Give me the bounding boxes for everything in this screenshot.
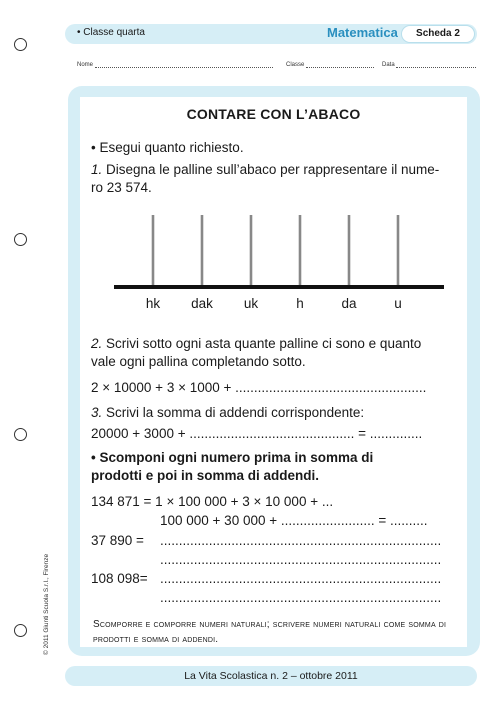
worksheet-panel [80, 97, 467, 647]
exercise-2-line-2: vale ogni pallina completando sotto. [91, 354, 306, 369]
abacus-label-dak: dak [191, 296, 213, 311]
abacus[interactable] [80, 207, 467, 317]
exercise-2-line-1: 2. Scrivi sotto ogni asta quante palline ci sono e quanto [91, 336, 422, 351]
decompose-row-3-line-1[interactable]: ........................................................................... [160, 571, 442, 586]
exercise-3-line-1: 3. Scrivi la somma di addendi corrispondente: [91, 405, 365, 420]
decompose-row-3-label: 108 098= [91, 571, 148, 586]
abacus-label-da: da [341, 296, 357, 311]
copyright-note: © 2011 Giunti Scuola S.r.l., Firenze [43, 553, 50, 655]
learning-objective-note: Scomporre e comporre numeri naturali; scrivere numeri naturali come somma di prodotti e somma di addendi. [93, 619, 447, 645]
abacus-label-hk: hk [145, 296, 161, 311]
date-field[interactable]: Data [382, 62, 476, 68]
exercise-2-expression[interactable]: 2 × 10000 + 3 × 1000 + ................................................... [91, 380, 427, 395]
name-field[interactable]: Nome [77, 62, 273, 68]
abacus-label-uk: uk [243, 296, 259, 311]
subject-title: Matematica [327, 25, 398, 40]
header-bar [65, 24, 477, 44]
decompose-row-1-products[interactable]: 134 871 = 1 × 100 000 + 3 × 10 000 + ... [91, 494, 334, 509]
binder-hole [14, 233, 27, 246]
decompose-row-1-sum[interactable]: 100 000 + 30 000 + ......................... = .......... [160, 513, 428, 528]
decompose-row-3-line-2[interactable]: ........................................................................... [160, 590, 442, 605]
magazine-issue: La Vita Scolastica n. 2 – ottobre 2011 [184, 670, 358, 682]
sheet-badge: Scheda 2 [401, 25, 475, 43]
exercise-1-line-2: ro 23 574. [91, 180, 152, 195]
decompose-instruction-line-2: prodotti e poi in somma di addendi. [91, 468, 320, 483]
worksheet-title: CONTARE CON L’ABACO [186, 106, 361, 122]
exercise-number: 3. [91, 405, 103, 420]
exercise-number: 2. [91, 336, 103, 351]
abacus-label-h: h [296, 296, 304, 311]
exercise-number: 1. [91, 162, 103, 177]
exercise-1-line-1: 1. Disegna le palline sull’abaco per rappresentare il nume- [91, 162, 440, 177]
footer-bar [65, 666, 477, 686]
class-field[interactable]: Classe [286, 62, 374, 68]
decompose-row-2-line-1[interactable]: ........................................................................... [160, 533, 442, 548]
class-label: • Classe quarta [77, 27, 145, 38]
exercise-3-expression[interactable]: 20000 + 3000 + ............................................ = .............. [91, 426, 423, 441]
binder-hole [14, 624, 27, 637]
decompose-row-2-label: 37 890 = [91, 533, 144, 548]
binder-hole [14, 38, 27, 51]
binder-hole [14, 428, 27, 441]
decompose-instruction-line-1: • Scomponi ogni numero prima in somma di [91, 450, 374, 465]
abacus-label-u: u [394, 296, 402, 311]
intro-instruction: • Esegui quanto richiesto. [91, 140, 244, 155]
decompose-row-2-line-2[interactable]: ........................................................................... [160, 552, 442, 567]
